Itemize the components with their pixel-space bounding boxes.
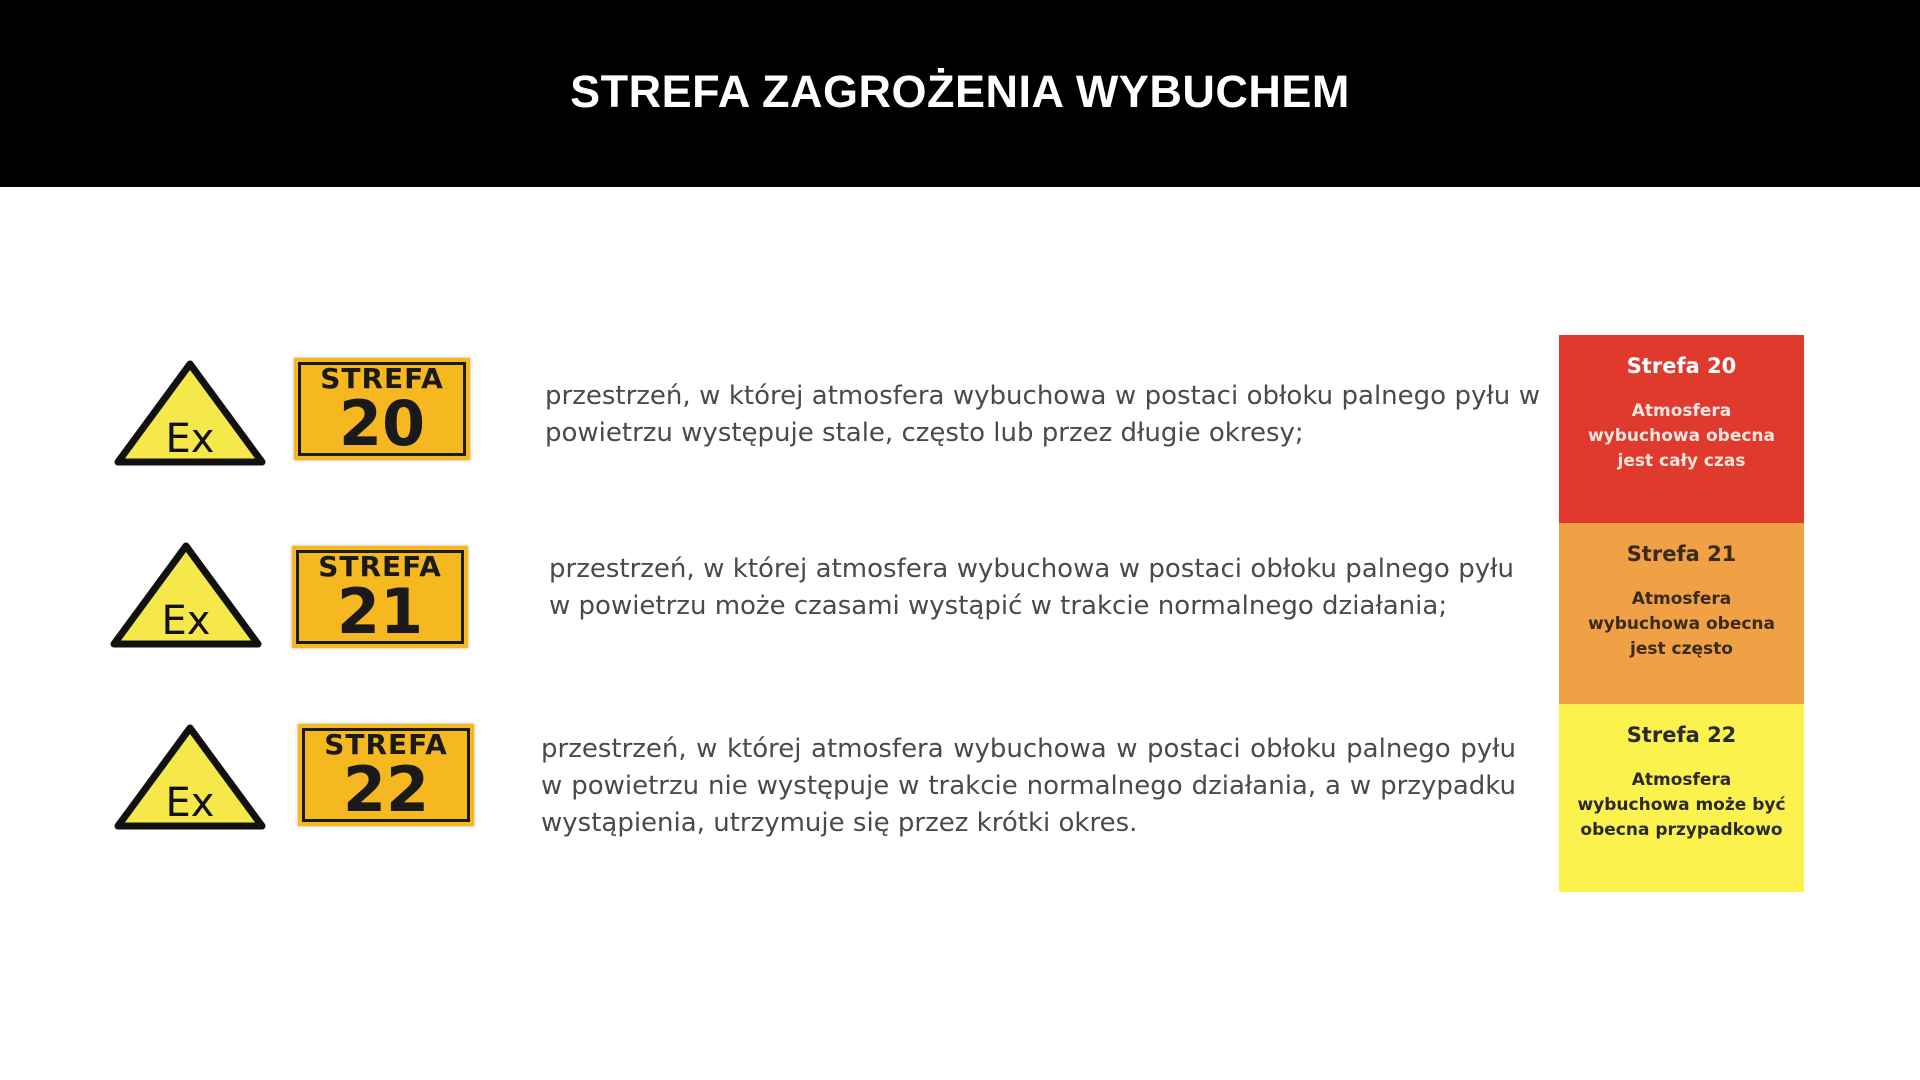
zone-row-20 xyxy=(0,358,1560,498)
zone-row-21 xyxy=(0,540,1560,680)
ex-label: Ex xyxy=(165,780,215,826)
zone-row-22 xyxy=(0,722,1560,862)
legend-title: Strefa 20 xyxy=(1626,354,1737,378)
legend-zone-20 xyxy=(1559,335,1804,523)
ex-warning-icon xyxy=(112,722,268,832)
zone-description: przestrzeń, w której atmosfera wybuchowa w postaci obłoku palnego pyłu w powietrzu nie występuje w trakcie normalnego działania, a w przypadku wystąpienia, utrzymuje się przez krótki okres. xyxy=(541,734,1516,838)
strefa-sign-number: 22 xyxy=(342,753,430,826)
strefa-sign-label: STREFA xyxy=(324,728,448,761)
strefa-20-sign xyxy=(294,358,470,460)
ex-warning-icon xyxy=(112,358,268,468)
strefa-sign-label: STREFA xyxy=(318,550,442,583)
ex-label: Ex xyxy=(161,598,211,644)
legend-text: Atmosfera wybuchowa obecna jest często xyxy=(1587,589,1776,659)
legend-title: Strefa 21 xyxy=(1626,542,1737,566)
legend-zone-22 xyxy=(1559,704,1804,892)
strefa-22-sign xyxy=(298,724,474,826)
ex-warning-icon xyxy=(108,540,264,650)
ex-label: Ex xyxy=(165,416,215,462)
zone-legend xyxy=(1559,335,1804,892)
legend-text: Atmosfera wybuchowa obecna jest cały czas xyxy=(1587,401,1776,471)
strefa-21-sign xyxy=(292,546,468,648)
legend-text: Atmosfera wybuchowa może być obecna przypadkowo xyxy=(1577,770,1786,840)
header-bar xyxy=(0,0,1920,187)
page-title: STREFA ZAGROŻENIA WYBUCHEM xyxy=(570,66,1350,117)
zone-description: przestrzeń, w której atmosfera wybuchowa w postaci obłoku palnego pyłu w powietrzu występuje stale, często lub przez długie okresy; xyxy=(545,381,1540,448)
strefa-sign-label: STREFA xyxy=(320,362,444,395)
zone-description: przestrzeń, w której atmosfera wybuchowa w postaci obłoku palnego pyłu w powietrzu może czasami wystąpić w trakcie normalnego działania; xyxy=(549,554,1514,621)
strefa-sign-number: 20 xyxy=(338,387,426,460)
legend-title: Strefa 22 xyxy=(1626,723,1737,747)
legend-zone-21 xyxy=(1559,523,1804,704)
strefa-sign-number: 21 xyxy=(336,575,424,648)
